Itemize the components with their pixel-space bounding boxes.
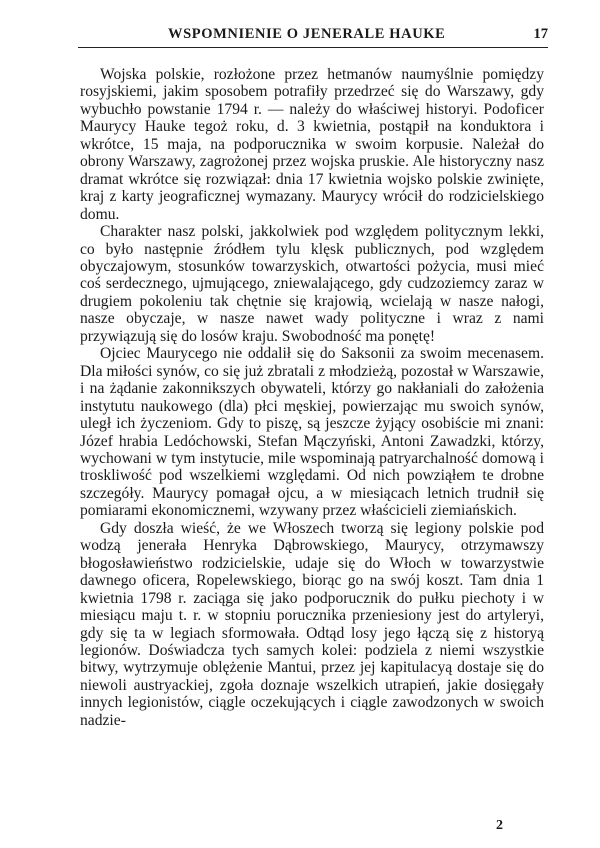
header-divider	[78, 47, 548, 48]
running-header	[78, 26, 548, 46]
paragraph-1: Wojska polskie, rozłożone przez hetmanów naumyślnie pomiędzy rosyjskiemi, jakim sposobem potrafiły przedrzeć się do Warszawy, gdy wybuchło powstanie 1794 r. — należy do właściwej historyi. Podoficer Maurycy Hauke tegoż roku, d. 3 kwietnia, postąpił na konduktora i wkrótce, 15 maja, na podporucznika w swoim korpusie. Należał do obrony Warszawy, zagrożonej przez wojska pruskie. Ale historyczny nasz dramat wkrótce się rozwiązał: dnia 17 kwietnia wojsko polskie zwinięte, kraj z karty jeograficznej wymazany. Maurycy wrócił do rodzicielskiego domu.	[80, 66, 544, 223]
page-number: 17	[533, 26, 548, 42]
paragraph-3: Ojciec Maurycego nie oddalił się do Saksonii za swoim mecenasem. Dla miłości synów, co się już zbratali z młodzieżą, pozostał w Warszawie, i na żądanie zakonnikszych obywateli, którzy go nakłaniali do założenia instytutu naukowego (dla) płci męskiej, powierzając mu swoich synów, uległ ich życzeniom. Gdy to piszę, są jeszcze żyjący osobiście mi znani: Józef hrabia Ledóchowski, Stefan Mączyński, Antoni Zawadzki, którzy, wychowani w tym instytucie, mile wspominają patryarchalność domową i troskliwość pod wszelkiemi względami. Od nich powziąłem te drobne szczegóły. Maurycy pomagał ojcu, a w miesiącach letnich trudnił się pomiarami ekonomicznemi, wzywany przez właścicieli ziemiańskich.	[80, 345, 544, 520]
body-text	[80, 66, 544, 729]
signature-mark: 2	[496, 818, 503, 833]
paragraph-4: Gdy doszła wieść, że we Włoszech tworzą się legiony polskie pod wodzą jenerała Henryka Dąbrowskiego, Maurycy, otrzymawszy błogosławieństwo rodzicielskie, udaje się do Włoch w towarzystwie dawnego oficera, Ropelewskiego, biorąc go na swój koszt. Tam dnia 1 kwietnia 1798 r. zaciąga się jako podporucznik do pułku piechoty i w miesiącu maju t. r. w stopniu porucznika przeniesiony jest do artyleryi, gdy się ta w legiach sformowała. Odtąd losy jego łączą się z historyą legionów. Doświadcza tych samych kolei: podziela z niemi wszystkie bitwy, wytrzymuje oblężenie Mantui, przez jej kapitulacyą dostaje się do niewoli austryackiej, zgoła doznaje wszelkich utrapień, jakie dosięgały innych legionistów, ciągle oczekujących i ciągle zawodzonych w swoich nadzie-	[80, 519, 544, 729]
running-header-title: WSPOMNIENIE O JENERALE HAUKE	[168, 26, 446, 42]
paragraph-2: Charakter nasz polski, jakkolwiek pod względem politycznym lekki, co było następnie źródłem tylu klęsk publicznych, pod względem obyczajowym, stosunków towarzyskich, otwartości pożycia, musi mieć coś serdecznego, ujmującego, zniewalającego, gdy cudzoziemcy zaraz w drugiem pokoleniu tak chętnie się krajowią, wcielają w nasze nałogi, nasze obyczaje, w nasze nawet wady polityczne i wraz z nami przywiązują się do losów kraju. Swobodność ma ponętę!	[80, 223, 544, 345]
